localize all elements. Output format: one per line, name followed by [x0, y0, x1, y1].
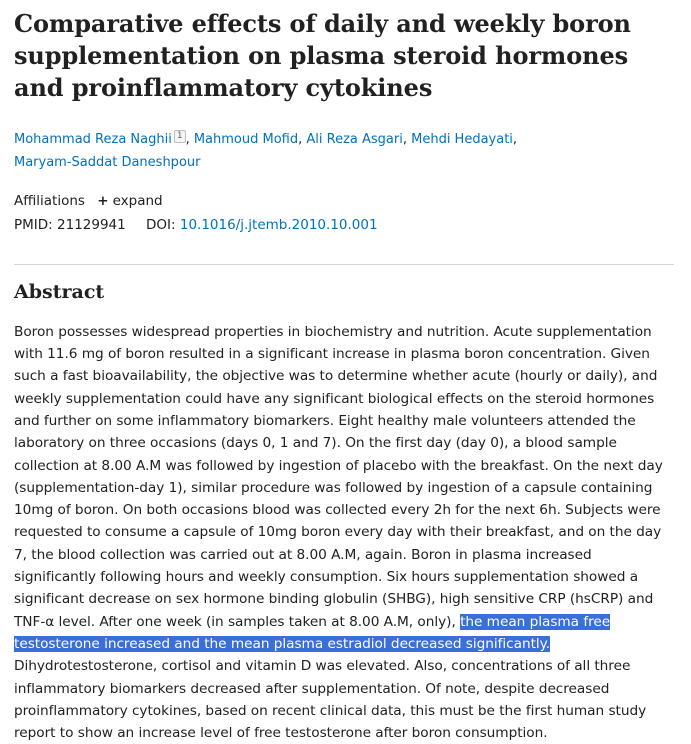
- affiliations-label: Affiliations: [14, 193, 85, 209]
- expand-affiliations-button[interactable]: [97, 193, 162, 209]
- author-link[interactable]: Maryam-Saddat Daneshpour: [14, 155, 201, 170]
- pmid-value: 21129941: [57, 217, 126, 233]
- identifiers-row: [14, 214, 674, 236]
- author-link[interactable]: Mehdi Hedayati: [411, 132, 513, 147]
- author-link[interactable]: Ali Reza Asgari: [306, 132, 403, 147]
- abstract-heading: Abstract: [14, 264, 674, 305]
- doi-link[interactable]: 10.1016/j.jtemb.2010.10.001: [179, 217, 378, 233]
- abstract-text-highlighted[interactable]: the mean plasma free testosterone increased and the mean plasma estradiol decreased significantly.: [14, 613, 611, 652]
- author-link[interactable]: Mohammad Reza Naghii: [14, 132, 172, 147]
- article-title: Comparative effects of daily and weekly boron supplementation on plasma steroid hormones and proinflammatory cytokines: [14, 9, 631, 102]
- article-page: [14, 0, 674, 744]
- abstract-text-after: Dihydrotestosterone, cortisol and vitamin D was elevated. Also, concentrations of all three inflammatory biomarkers decreased after supplementation. Of note, despite decreased proinflammatory cytokines, based on recent clinical data, this must be the first human study report to show an increase level of free testosterone after boron consumption.: [14, 658, 647, 742]
- expand-label: expand: [112, 193, 163, 209]
- plus-icon: +: [97, 193, 109, 209]
- affiliations-row: [14, 190, 674, 212]
- author-separator: ,: [402, 132, 412, 147]
- author-separator: ,: [185, 132, 194, 147]
- doi-label: DOI:: [146, 217, 180, 233]
- affiliation-ref-button[interactable]: 1: [174, 130, 186, 143]
- pmid-label: PMID:: [14, 217, 58, 233]
- author-separator: ,: [298, 132, 307, 147]
- author-separator: ,: [512, 132, 518, 147]
- abstract-text-before: Boron possesses widespread properties in biochemistry and nutrition. Acute supplementation with 11.6 mg of boron resulted in a significant increase in plasma boron concentration. Given such a fast bioavailability, the objective was to determine whether acute (hourly or daily), and weekly supplementation could have any significant biological effects on the steroid hormones and further on some inflammatory biomarkers. Eight healthy male volunteers attended the laboratory on three occasions (days 0, 1 and 7). On the first day (day 0), a blood sample collection at 8.00 A.M was followed by ingestion of placebo with the breakfast. On the next day (supplementation-day 1), similar procedure was followed by ingestion of a capsule containing 10mg of boron. On both occasions blood was collected every 2h for the next 6h. Subjects were requested to consume a capsule of 10mg boron every day with their breakfast, and on the day 7, the blood collection was carried out at 8.00 A.M, again. Boron in plasma increased significantly following hours and weekly consumption. Six hours supplementation showed a significant decrease on sex hormone binding globulin (SHBG), high sensitive CRP (hsCRP) and TNF-α level. After one week (in samples taken at 8.00 A.M, only),: [14, 323, 663, 630]
- abstract-text: [14, 321, 674, 744]
- authors-list: [14, 128, 674, 174]
- author-link[interactable]: Mahmoud Mofid: [193, 132, 299, 147]
